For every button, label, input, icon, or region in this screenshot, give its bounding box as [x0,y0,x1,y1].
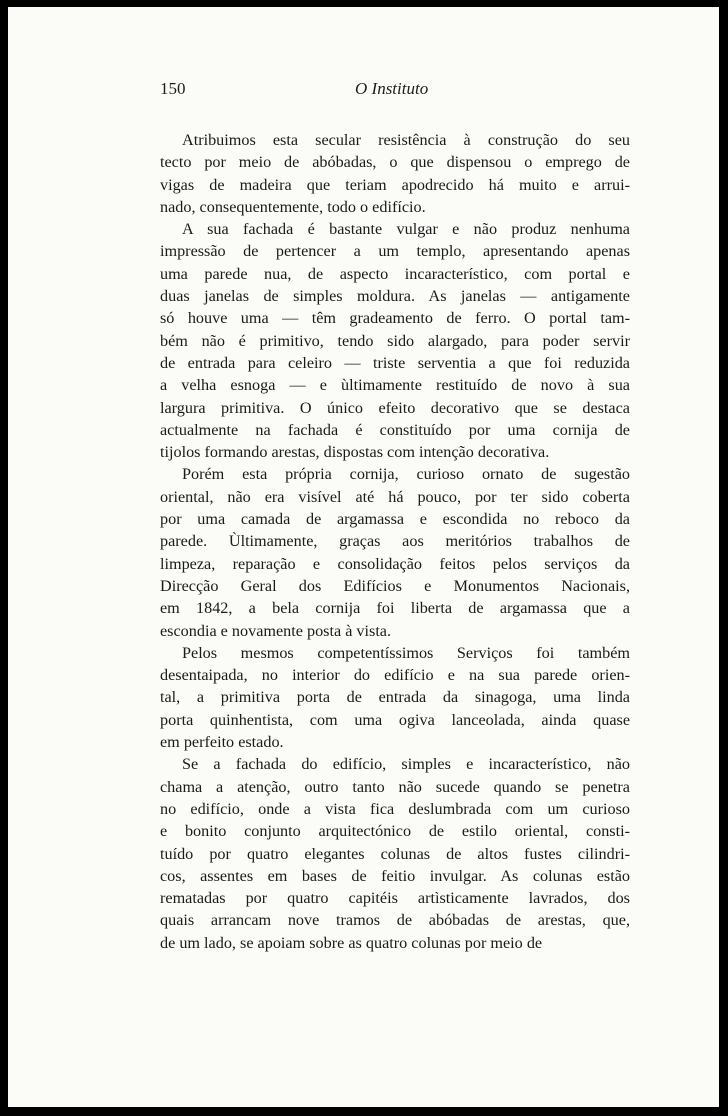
text-line: Direcção Geral dos Edifícios e Monumentos Nacionais, [160,576,630,595]
text-line: Atribuimos esta secular resistência à construção do seu [182,131,630,149]
paragraph [160,463,630,641]
text-line: impressão de pertencer a um templo, apresentando apenas [160,242,630,261]
text-line: Porém esta própria cornija, curioso ornato de sugestão [182,465,630,484]
text-line: largura primitiva. O único efeito decorativo que se destaca [160,398,630,417]
text-line: por uma camada de argamassa e escondida no reboco da [160,510,630,529]
text-line: Pelos mesmos competentíssimos Serviços foi também [182,643,630,662]
text-line: de um lado, se apoiam sobre as quatro colunas por meio de [160,933,543,952]
text-line: só houve uma — têm gradeamento de ferro. O portal tam- [160,309,630,328]
text-line: no edifício, onde a vista fica deslumbrada com um curioso [160,799,630,818]
running-title: O Instituto [355,79,429,98]
text-line: Se a fachada do edifício, simples e incaracterístico, não [182,755,630,774]
body-text [160,129,630,954]
text-line: tuído por quatro elegantes colunas de altos fustes cilindri- [160,844,630,863]
paragraph [160,129,630,218]
text-line: quais arrancam nove tramos de abóbadas de arestas, que, [160,911,630,930]
text-line: actualmente na fachada é constituído por uma cornija de [160,420,630,439]
paragraph [160,218,630,463]
text-line: duas janelas de simples moldura. As janelas — antigamente [160,287,630,306]
text-line: e bonito conjunto arquitectónico de estilo oriental, consti- [160,822,630,841]
text-line: chama a atenção, outro tanto não sucede quando se penetra [160,777,630,796]
text-line: porta quinhentista, com uma ogiva lanceolada, ainda quase [160,710,630,729]
text-line: bém não é primitivo, tendo sido alargado, para poder servir [160,331,630,350]
text-line: A sua fachada é bastante vulgar e não produz nenhuma [182,220,630,239]
page-header [160,79,638,103]
text-line: tijolos formando arestas, dispostas com intenção decorativa. [160,443,550,462]
paragraph [160,753,630,954]
text-line: rematadas por quatro capitéis artìsticamente lavrados, dos [160,889,630,908]
text-line: oriental, não era visível até há pouco, por ter sido coberta [160,487,630,506]
text-line: parede. Ùltimamente, graças aos meritórios trabalhos de [160,532,630,551]
text-line: tal, a primitiva porta de entrada da sinagoga, uma linda [160,688,630,707]
paragraph [160,642,630,753]
text-line: escondia e novamente posta à vista. [160,621,392,640]
text-line: desentaipada, no interior do edifício e na sua parede orien- [160,666,630,685]
text-line: vigas de madeira que teriam apodrecido há muito e arrui- [160,175,630,194]
text-line: em perfeito estado. [160,733,284,752]
book-page [8,7,719,1107]
text-line: a velha esnoga — e ùltimamente restituído de novo à sua [160,376,630,395]
text-line: limpeza, reparação e consolidação feitos pelos serviços da [160,554,630,573]
text-line: uma parede nua, de aspecto incaracterístico, com portal e [160,264,630,283]
text-line: em 1842, a bela cornija foi liberta de argamassa que a [160,599,630,618]
text-line: tecto por meio de abóbadas, o que dispensou o emprego de [160,153,630,172]
page-number: 150 [160,79,186,98]
text-line: de entrada para celeiro — triste serventia a que foi reduzida [160,353,630,372]
text-line: nado, consequentemente, todo o edifício. [160,197,426,216]
text-line: cos, assentes em bases de feitio invulgar. As colunas estão [160,866,630,885]
